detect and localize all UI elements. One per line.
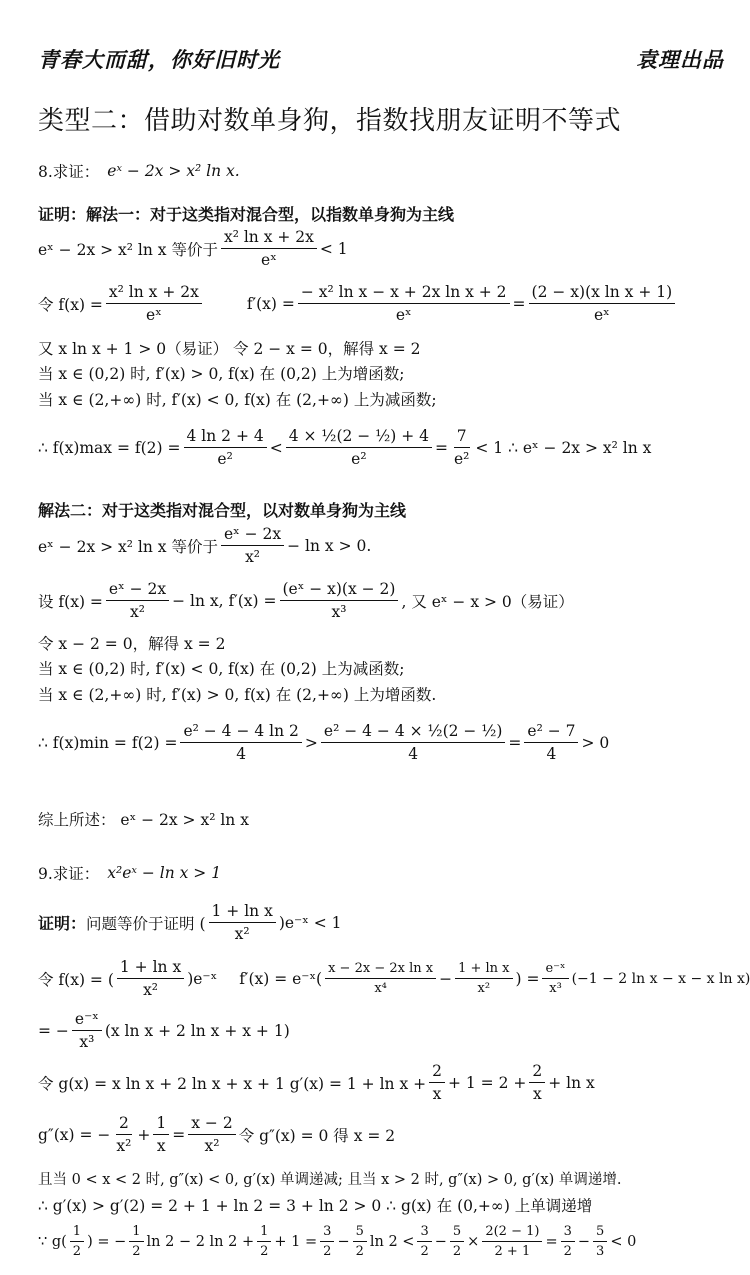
eq-text: 令 f(x) = xyxy=(38,295,103,314)
denominator: eˣ xyxy=(146,306,162,324)
numerator: 2 xyxy=(429,1062,445,1083)
denominator: x² xyxy=(245,548,261,566)
eq-text: < 1 ∴ eˣ − 2x > x² ln x xyxy=(475,438,652,457)
proof-label: 证明： xyxy=(38,914,87,933)
eq-text: )e⁻ˣ xyxy=(187,969,218,988)
problem-9-line-6: ∴ g′(x) > g′(2) = 2 + 1 + ln 2 = 3 + ln 2 > 0 ∴ g(x) 在 (0,+∞) 上单调递增 xyxy=(38,1197,593,1215)
method-1-line-4: 当 x ∈ (0,2) 时, f′(x) > 0, f(x) 在 (0,2) 上为增函数; xyxy=(38,365,405,383)
fraction xyxy=(320,1224,334,1259)
fraction xyxy=(257,1224,271,1259)
fraction xyxy=(188,1114,235,1155)
denominator: 2 xyxy=(563,1244,572,1259)
numerator: 3 xyxy=(417,1224,431,1242)
fraction xyxy=(524,722,578,763)
denominator: x xyxy=(432,1085,442,1103)
header-right-brand: 袁理出品 xyxy=(636,48,724,72)
eq-text: − xyxy=(577,1233,591,1250)
denominator: e² xyxy=(453,450,470,468)
eq-text: ln 2 − 2 ln 2 + xyxy=(146,1233,255,1250)
fraction xyxy=(221,525,284,566)
numerator: 1 xyxy=(153,1114,169,1135)
eq-text: f′(x) = xyxy=(246,294,295,313)
numerator: − x² ln x − x + 2x ln x + 2 xyxy=(298,283,510,304)
fraction xyxy=(106,283,202,324)
numerator: 1 + ln x xyxy=(455,961,512,979)
fraction xyxy=(113,1114,134,1155)
fraction xyxy=(593,1224,607,1259)
numerator: 2 xyxy=(116,1114,132,1135)
denominator: 2 xyxy=(452,1244,462,1259)
fraction xyxy=(529,283,676,324)
problem-9-g-second-derivative xyxy=(38,1114,395,1155)
eq-text: ∵ g( xyxy=(38,1233,67,1250)
denominator: e² xyxy=(351,450,367,468)
eq-text: = xyxy=(172,1125,186,1144)
problem-9-derivative-simplified xyxy=(38,1010,290,1051)
problem-9-label: 9.求证： xyxy=(38,865,100,883)
eq-text: )e⁻ˣ < 1 xyxy=(278,913,342,932)
numerator: 2(2 − 1) xyxy=(482,1224,542,1242)
numerator: 1 xyxy=(70,1224,84,1242)
eq-text: − xyxy=(434,1233,447,1250)
numerator: 5 xyxy=(450,1224,464,1242)
fraction xyxy=(180,722,301,763)
header-left-slogan: 青春大而甜，你好旧时光 xyxy=(38,48,280,72)
fraction xyxy=(321,722,505,763)
numerator: x − 2x − 2x ln x xyxy=(325,961,436,979)
denominator: x² xyxy=(477,981,491,996)
eq-text: + xyxy=(137,1125,151,1144)
problem-9-formula: x²eˣ − ln x > 1 xyxy=(107,864,222,882)
numerator: 1 + ln x xyxy=(209,902,276,923)
numerator: 1 + ln x xyxy=(117,958,184,979)
problem-9-proof-intro xyxy=(38,902,342,943)
method-1-label: 证明：解法一：对于这类指对混合型，以指数单身狗为主线 xyxy=(38,205,455,224)
fraction xyxy=(221,228,317,269)
numerator: e⁻ˣ xyxy=(542,961,568,979)
eq-text: 令 g(x) = x ln x + 2 ln x + x + 1 g′(x) = 1 + ln x + xyxy=(38,1074,427,1093)
numerator: (2 − x)(x ln x + 1) xyxy=(529,283,676,304)
eq-text: ∴ f(x)min = f(2) = xyxy=(38,733,178,752)
method-1-equivalence xyxy=(38,228,348,269)
eq-text: 令 g″(x) = 0 得 x = 2 xyxy=(238,1126,396,1145)
eq-text: > 0 xyxy=(581,733,610,752)
eq-text: , 又 eˣ − x > 0（易证） xyxy=(401,592,574,611)
fraction xyxy=(325,961,436,996)
denominator: x² xyxy=(130,603,145,621)
eq-text: eˣ − 2x > x² ln x 等价于 xyxy=(38,537,218,556)
fraction xyxy=(353,1224,367,1259)
denominator: x² xyxy=(204,1137,220,1155)
method-2-line-5: 当 x ∈ (2,+∞) 时, f′(x) > 0, f(x) 在 (2,+∞) 上为增函数. xyxy=(38,686,437,704)
numerator: (eˣ − x)(x − 2) xyxy=(280,580,399,601)
eq-text: g″(x) = − xyxy=(38,1125,111,1144)
eq-text: × xyxy=(467,1233,480,1250)
numerator: eˣ − 2x xyxy=(221,525,284,546)
denominator: 2 xyxy=(355,1244,364,1259)
method-1-max-value: ∴ f(x)max = f(2) = $\frac{4 \ln 2 + 4}{\text{e²}}$ < $\frac{\text{4 × ½(2 − ½) + 4}}{\text{e²}}$ = $\frac{7}{\text{e²}}$ < 1 ∴ eˣ − 2x > x² ln x xyxy=(38,427,652,468)
numerator: e² − 4 − 4 ln 2 xyxy=(180,722,301,743)
numerator: x² ln x + 2x xyxy=(106,283,202,304)
eq-text: 设 f(x) = xyxy=(38,592,103,611)
eq-text: + 1 = 2 + xyxy=(447,1073,527,1092)
eq-text: − ln x, f′(x) = xyxy=(172,591,277,610)
denominator: 2 xyxy=(72,1244,82,1259)
denominator: 4 xyxy=(408,745,419,763)
denominator: 4 xyxy=(546,745,557,763)
denominator: x xyxy=(532,1085,542,1103)
problem-8-label: 8.求证： xyxy=(38,163,100,181)
eq-text: (x ln x + 2 ln x + x + 1) xyxy=(104,1021,290,1040)
fraction xyxy=(280,580,399,621)
fraction xyxy=(529,1062,545,1103)
fraction xyxy=(117,958,184,999)
eq-text: − xyxy=(439,969,453,988)
denominator: eˣ xyxy=(593,306,610,324)
eq-text: − xyxy=(337,1233,350,1250)
numerator: 2 xyxy=(529,1062,545,1083)
numerator: e⁻ˣ xyxy=(72,1010,102,1031)
numerator: 5 xyxy=(353,1224,367,1242)
denominator: 2 xyxy=(260,1244,269,1259)
denominator: 2 xyxy=(132,1244,141,1259)
denominator: 2 xyxy=(323,1244,332,1259)
denominator: x³ xyxy=(79,1033,95,1051)
problem-8-summary: 综上所述： eˣ − 2x > x² ln x xyxy=(38,811,249,829)
denominator: 2 xyxy=(420,1244,429,1259)
fraction xyxy=(429,1062,445,1103)
denominator: x² xyxy=(143,981,159,999)
method-2-label: 解法二：对于这类指对混合型，以对数单身狗为主线 xyxy=(38,501,407,520)
eq-text: − ln x > 0. xyxy=(287,536,372,555)
fraction xyxy=(72,1010,102,1051)
method-2-function-def xyxy=(38,580,574,621)
method-2-equivalence xyxy=(38,525,371,566)
numerator: 3 xyxy=(561,1224,575,1242)
eq-text: < 0 xyxy=(610,1233,637,1250)
eq-text: eˣ − 2x > x² ln x 等价于 xyxy=(38,240,218,259)
fraction xyxy=(561,1224,575,1259)
method-2-line-3: 令 x − 2 = 0，解得 x = 2 xyxy=(38,635,226,653)
eq-text: 令 f(x) = ( xyxy=(38,970,114,989)
method-1-line-3: 又 x ln x + 1 > 0（易证） 令 2 − x = 0，解得 x = 2 xyxy=(38,340,421,358)
denominator: eˣ xyxy=(395,306,412,324)
denominator: 3 xyxy=(596,1244,605,1259)
fraction xyxy=(209,902,276,943)
eq-text: ln 2 < xyxy=(369,1233,415,1250)
page-title: 类型二：借助对数单身狗，指数找朋友证明不等式 xyxy=(38,106,622,136)
eq-text: (−1 − 2 ln x − x − x ln x) xyxy=(571,970,750,987)
problem-9-function-def xyxy=(38,958,750,999)
problem-9-g-def xyxy=(38,1062,595,1103)
denominator: x³ xyxy=(331,603,347,621)
numerator: 4 × ½(2 − ½) + 4 xyxy=(286,427,432,448)
denominator: eˣ xyxy=(261,251,277,269)
denominator: 2 + 1 xyxy=(494,1244,531,1259)
fraction xyxy=(106,580,169,621)
fraction xyxy=(129,1224,143,1259)
fraction xyxy=(286,427,432,468)
fraction xyxy=(482,1224,542,1259)
fraction xyxy=(298,283,510,324)
eq-text: = xyxy=(545,1233,558,1250)
denominator: x² xyxy=(116,1137,132,1155)
numerator: e² − 7 xyxy=(524,722,578,743)
fraction xyxy=(451,427,472,468)
fraction xyxy=(417,1224,431,1259)
fraction xyxy=(450,1224,464,1259)
numerator: 7 xyxy=(454,427,470,448)
eq-text: f′(x) = e⁻ˣ( xyxy=(239,969,323,988)
eq-text: ) = − xyxy=(87,1233,127,1250)
denominator: x² xyxy=(234,925,250,943)
denominator: x xyxy=(156,1137,166,1155)
fraction xyxy=(542,961,568,996)
numerator: x² ln x + 2x xyxy=(221,228,317,249)
denominator: x⁴ xyxy=(374,981,387,996)
problem-9-statement xyxy=(38,862,221,884)
eq-text: 问题等价于证明 ( xyxy=(86,914,206,933)
fraction xyxy=(184,427,267,468)
numerator: eˣ − 2x xyxy=(106,580,169,601)
eq-text: < 1 xyxy=(319,239,348,258)
numerator: x − 2 xyxy=(188,1114,235,1135)
numerator: e² − 4 − 4 × ½(2 − ½) xyxy=(321,722,505,743)
method-1-line-5: 当 x ∈ (2,+∞) 时, f′(x) < 0, f(x) 在 (2,+∞) 上为减函数; xyxy=(38,391,437,409)
method-2-line-4: 当 x ∈ (0,2) 时, f′(x) < 0, f(x) 在 (0,2) 上为减函数; xyxy=(38,660,405,678)
eq-text: = − xyxy=(38,1021,69,1040)
method-1-function-def: 令 f(x) = $\frac{\text{x² ln x + 2x}}{\text{eˣ}}$ f′(x) = $\frac{\text{− x² ln x − x + 2x ln x + 2}}{\text{eˣ}}$ = $\frac{\text{(2 − x)(x ln x + 1)}}{\text{eˣ}}$ xyxy=(38,283,678,324)
problem-8-formula: eˣ − 2x > x² ln x. xyxy=(107,162,240,180)
problem-8-statement xyxy=(38,160,240,182)
method-2-min-value: ∴ f(x)min = f(2) = $\frac{\text{e² − 4 − 4 ln 2}}{4}$ > $\frac{\text{e² − 4 − 4 × ½(2 − ½)}}{4}$ = $\frac{\text{e² − 7}}{4}$ > 0 xyxy=(38,722,610,763)
eq-text: + 1 = xyxy=(274,1233,318,1250)
denominator: e² xyxy=(217,450,233,468)
eq-text: + ln x xyxy=(548,1073,595,1092)
numerator: 4 ln 2 + 4 xyxy=(184,427,267,448)
fraction xyxy=(455,961,512,996)
numerator: 3 xyxy=(320,1224,334,1242)
numerator: 5 xyxy=(593,1224,607,1242)
fraction xyxy=(70,1224,84,1259)
eq-text: ∴ f(x)max = f(2) = xyxy=(38,438,181,457)
numerator: 1 xyxy=(257,1224,271,1242)
numerator: 1 xyxy=(129,1224,143,1242)
problem-9-line-7 xyxy=(38,1224,636,1259)
eq-text: ) = xyxy=(515,969,540,988)
denominator: 4 xyxy=(236,745,247,763)
denominator: x³ xyxy=(549,981,562,996)
problem-9-line-5: 且当 0 < x < 2 时, g″(x) < 0, g′(x) 单调递减; 且当 x > 2 时, g″(x) > 0, g′(x) 单调递增. xyxy=(38,1172,622,1188)
fraction xyxy=(153,1114,169,1155)
